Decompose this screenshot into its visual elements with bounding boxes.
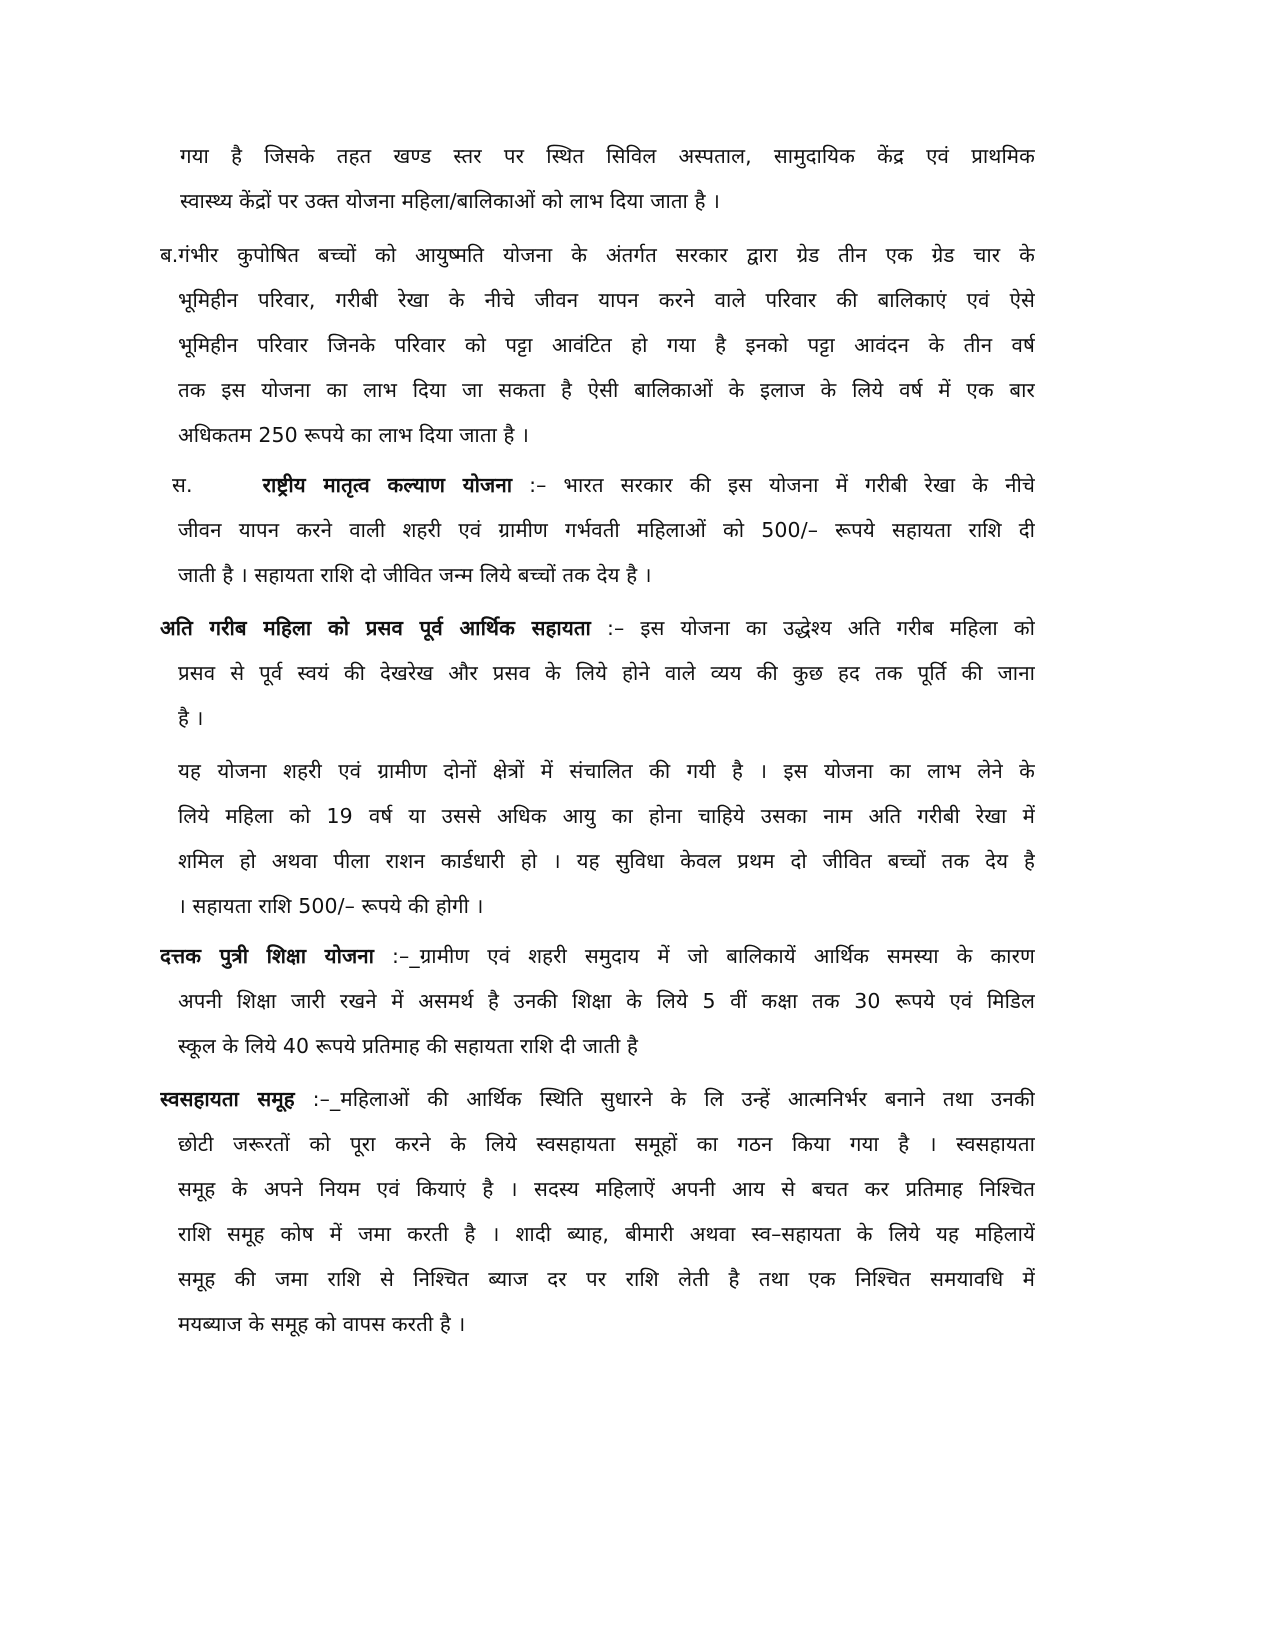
text-line: गया है जिसके तहत खण्ड स्तर पर स्थित सिविल अस्पताल, सामुदायिक केंद्र एवं प्राथमिक xyxy=(180,144,1035,168)
text-line xyxy=(160,606,1035,651)
section-heading: राष्ट्रीय मातृत्व कल्याण योजना xyxy=(262,473,513,497)
text-line xyxy=(160,1077,1035,1122)
section-heading: अति गरीब महिला को प्रसव पूर्व आर्थिक सहायता xyxy=(160,616,591,640)
text-line: छोटी जरूरतों को पूरा करने के लिये स्वसहायता समूहों का गठन किया गया है । स्वसहायता xyxy=(178,1132,1035,1156)
section-heading: दत्तक पुत्री शिक्षा योजना xyxy=(160,944,375,968)
paragraph-self-help-groups xyxy=(160,1077,1035,1347)
text-line: राशि समूह कोष में जमा करती है । शादी ब्याह, बीमारी अथवा स्व–सहायता के लिये यह महिलायें xyxy=(178,1222,1035,1246)
text-line: जीवन यापन करने वाली शहरी एवं ग्रामीण गर्भवती महिलाओं को 500/– रूपये सहायता राशि दी xyxy=(178,518,1035,542)
paragraph-maternity-welfare-scheme xyxy=(172,463,1035,598)
text-line: तक इस योजना का लाभ दिया जा सकता है ऐसी बालिकाओं के इलाज के लिये वर्ष में एक बार xyxy=(178,378,1035,402)
text-line: स्कूल के लिये 40 रूपये प्रतिमाह की सहायता राशि दी जाती है xyxy=(178,1034,639,1058)
text-line: स्वास्थ्य केंद्रों पर उक्त योजना महिला/बालिकाओं को लाभ दिया जाता है । xyxy=(180,189,721,213)
text-line: प्रसव से पूर्व स्वयं की देखरेख और प्रसव के लिये होने वाले व्यय की कुछ हद तक पूर्ति की जाना xyxy=(178,661,1035,685)
text-line: यह योजना शहरी एवं ग्रामीण दोनों क्षेत्रों में संचालित की गयी है । इस योजना का लाभ लेने के xyxy=(178,759,1035,783)
paragraph-adopted-daughter-education xyxy=(160,934,1035,1069)
text-line: अधिकतम 250 रूपये का लाभ दिया जाता है । xyxy=(178,423,530,447)
paragraph-ayushmati-scheme xyxy=(160,233,1035,458)
text-line: है । xyxy=(178,706,204,730)
text-line: लिये महिला को 19 वर्ष या उससे अधिक आयु का होना चाहिये उसका नाम अति गरीबी रेखा में xyxy=(178,804,1035,828)
text-line xyxy=(160,934,1035,979)
text-line: जाती है । सहायता राशि दो जीवित जन्म लिये बच्चों तक देय है । xyxy=(178,563,652,587)
heading-continuation: :– भारत सरकार की इस योजना में गरीबी रेखा के नीचे xyxy=(529,473,1035,497)
text-line: शमिल हो अथवा पीला राशन कार्डधारी हो । यह सुविधा केवल प्रथम दो जीवित बच्चों तक देय है xyxy=(178,849,1035,873)
text-line: समूह के अपने नियम एवं कियाएं है । सदस्य महिलाऐं अपनी आय से बचत कर प्रतिमाह निश्चित xyxy=(178,1177,1035,1201)
text-line: भूमिहीन परिवार जिनके परिवार को पट्टा आवंटित हो गया है इनको पट्टा आवंदन के तीन वर्ष xyxy=(178,333,1035,357)
text-line: ब.गंभीर कुपोषित बच्चों को आयुष्मति योजना के अंतर्गत सरकार द्वारा ग्रेड तीन एक ग्रेड चार के xyxy=(160,243,1035,267)
section-heading: स्वसहायता समूह xyxy=(160,1087,295,1111)
paragraph-prenatal-financial-aid xyxy=(160,606,1035,741)
paragraph-health-centres xyxy=(180,134,1035,224)
text-line xyxy=(172,463,1035,508)
item-prefix: स. xyxy=(172,473,193,497)
text-line: भूमिहीन परिवार, गरीबी रेखा के नीचे जीवन यापन करने वाले परिवार की बालिकाएं एवं ऐसे xyxy=(178,288,1035,312)
paragraph-eligibility xyxy=(178,749,1035,929)
heading-continuation: :–_महिलाओं की आर्थिक स्थिति सुधारने के लि उन्हें आत्मनिर्भर बनाने तथा उनकी xyxy=(312,1087,1035,1111)
heading-continuation: :– इस योजना का उद्धेश्य अति गरीब महिला को xyxy=(606,616,1035,640)
text-line: । सहायता राशि 500/– रूपये की होगी । xyxy=(178,894,484,918)
text-line: अपनी शिक्षा जारी रखने में असमर्थ है उनकी शिक्षा के लिये 5 वीं कक्षा तक 30 रूपये एवं मिडिल xyxy=(178,989,1035,1013)
text-line: मयब्याज के समूह को वापस करती है । xyxy=(178,1312,466,1336)
text-line: समूह की जमा राशि से निश्चित ब्याज दर पर राशि लेती है तथा एक निश्चित समयावधि में xyxy=(178,1267,1035,1291)
heading-continuation: :–_ग्रामीण एवं शहरी समुदाय में जो बालिकायें आर्थिक समस्या के कारण xyxy=(392,944,1035,968)
